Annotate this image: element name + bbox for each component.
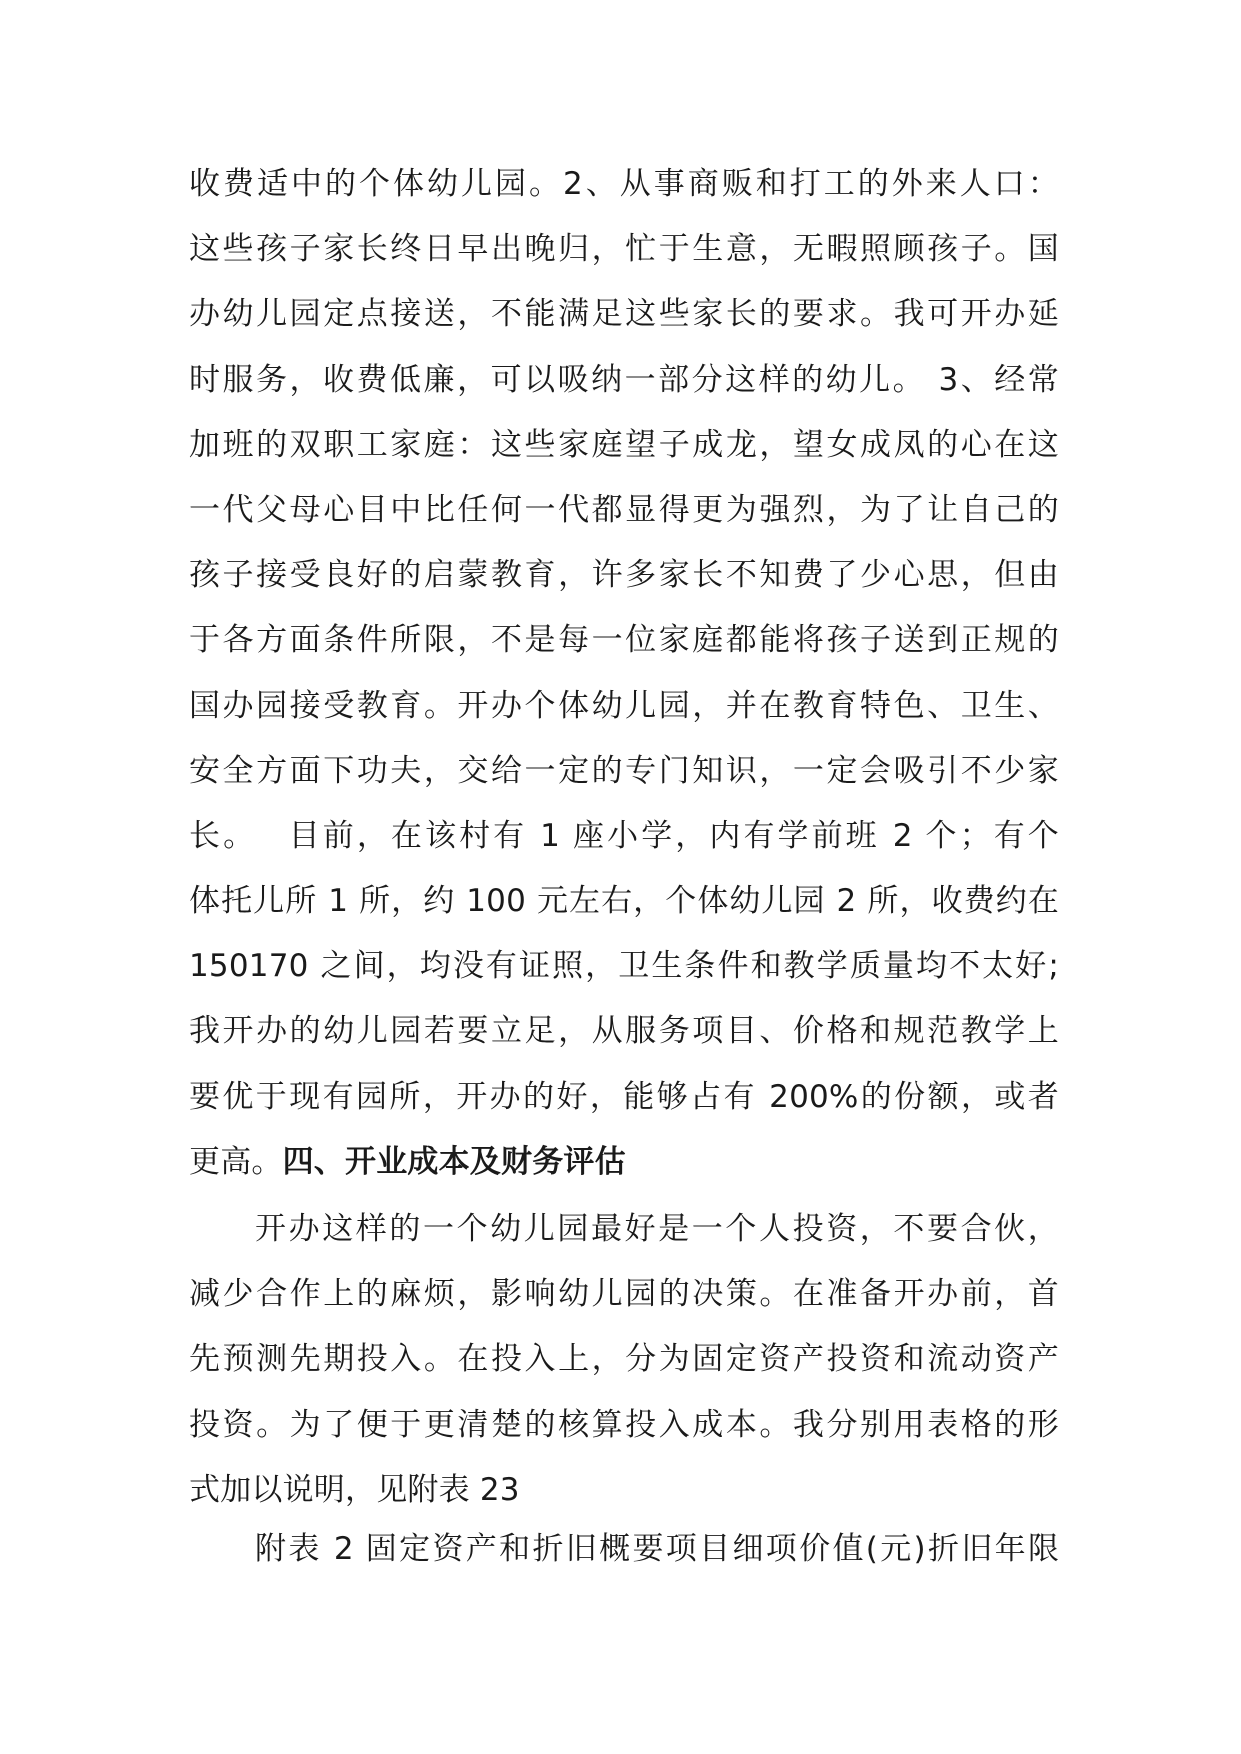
- text-line: 这些孩子家长终日早出晚归，忙于生意，无暇照顾孩子。国: [189, 231, 1059, 268]
- text-line: 体托儿所 1 所，约 100 元左右，个体幼儿园 2 所，收费约在: [189, 883, 1059, 920]
- text-line: 先预测先期投入。在投入上，分为固定资产投资和流动资产: [189, 1341, 1059, 1378]
- text-line: 一代父母心目中比任何一代都显得更为强烈，为了让自己的: [189, 491, 1059, 528]
- text-line: 收费适中的个体幼儿园。2、从事商贩和打工的外来人口：: [189, 166, 1059, 202]
- text-line: 我开办的幼儿园若要立足，从服务项目、价格和规范教学上: [189, 1013, 1059, 1050]
- text-line: 150170 之间，均没有证照，卫生条件和教学质量均不太好;: [189, 948, 1059, 985]
- text-line: 长。 目前，在该村有 1 座小学，内有学前班 2 个；有个: [189, 817, 1059, 854]
- paragraph-ending: 更高。: [189, 1143, 283, 1180]
- text-line: 时服务，收费低廉，可以吸纳一部分这样的幼儿。 3、经常: [189, 361, 1059, 398]
- table-caption: 附表 2 固定资产和折旧概要项目细项价值(元)折旧年限: [255, 1531, 1059, 1567]
- text-line: 投资。为了便于更清楚的核算投入成本。我分别用表格的形: [189, 1406, 1059, 1443]
- body-paragraph-1: [189, 152, 1059, 1195]
- section-heading: 四、开业成本及财务评估: [282, 1143, 626, 1180]
- text-line: 开办这样的一个幼儿园最好是一个人投资，不要合伙，: [255, 1211, 1059, 1247]
- text-line: 孩子接受良好的启蒙教育，许多家长不知费了少心思，但由: [189, 557, 1059, 594]
- text-line: 国办园接受教育。开办个体幼儿园，并在教育特色、卫生、: [189, 687, 1059, 724]
- text-line: 办幼儿园定点接送，不能满足这些家长的要求。我可开办延: [189, 296, 1059, 333]
- text-line: 于各方面条件所限，不是每一位家庭都能将孩子送到正规的: [189, 622, 1059, 659]
- text-line: 式加以说明，见附表 23: [189, 1471, 520, 1508]
- text-line-with-heading: [189, 1130, 1059, 1195]
- text-line: 安全方面下功夫，交给一定的专门知识，一定会吸引不少家: [189, 752, 1059, 789]
- body-paragraph-2: [189, 1197, 1059, 1523]
- text-line: 减少合作上的麻烦，影响幼儿园的决策。在准备开办前，首: [189, 1276, 1059, 1313]
- text-line: 要优于现有园所，开办的好，能够占有 200%的份额，或者: [189, 1078, 1059, 1115]
- text-line: 加班的双职工家庭：这些家庭望子成龙，望女成凤的心在这: [189, 426, 1059, 463]
